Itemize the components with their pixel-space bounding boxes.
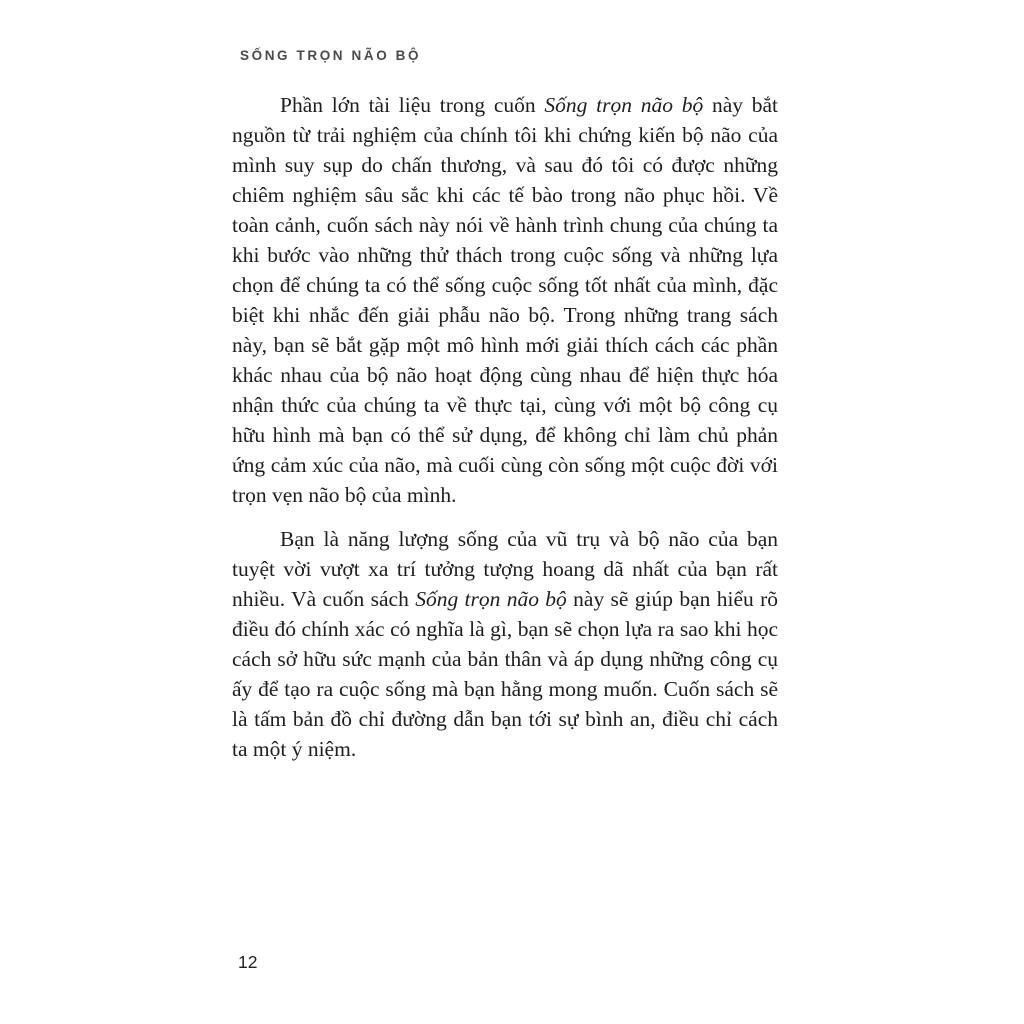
- text-segment: Phần lớn tài liệu trong cuốn: [280, 93, 545, 117]
- book-title-italic: Sống trọn não bộ: [544, 93, 704, 117]
- paragraph: [232, 524, 778, 764]
- running-head: SỐNG TRỌN NÃO BỘ: [240, 48, 422, 63]
- body-text-block: [232, 90, 778, 764]
- text-segment: này bắt nguồn từ trải nghiệm của chính tôi khi chứng kiến bộ não của mình suy sụp do chấn thương, và sau đó tôi có được những chiêm nghiệm sâu sắc khi các tế bào trong não phục hồi. Về toàn cảnh, cuốn sách này nói về hành trình chung của chúng ta khi bước vào những thử thách trong cuộc sống và những lựa chọn để chúng ta có thể sống cuộc sống tốt nhất của mình, đặc biệt khi nhắc đến giải phẫu não bộ. Trong những trang sách này, bạn sẽ bắt gặp một mô hình mới giải thích cách các phần khác nhau của bộ não hoạt động cùng nhau để hiện thực hóa nhận thức của chúng ta về thực tại, cùng với một bộ công cụ hữu hình mà bạn có thể sử dụng, để không chỉ làm chủ phản ứng cảm xúc của não, mà cuối cùng còn sống một cuộc đời với trọn vẹn não bộ của mình.: [232, 93, 779, 507]
- text-segment: Bạn là năng lượng sống của vũ trụ và bộ não của bạn tuyệt vời vượt xa trí tưởng tượng hoang dã nhất của bạn rất nhiều. Và cuốn sách: [232, 527, 778, 611]
- book-title-italic: Sống trọn não bộ: [415, 587, 567, 611]
- page-number: 12: [238, 952, 258, 972]
- text-segment: này sẽ giúp bạn hiểu rõ điều đó chính xác có nghĩa là gì, bạn sẽ chọn lựa ra sao khi học cách sở hữu sức mạnh của bản thân và áp dụng những công cụ ấy để tạo ra cuộc sống mà bạn hằng mong muốn. Cuốn sách sẽ là tấm bản đồ chỉ đường dẫn bạn tới sự bình an, điều chỉ cách ta một ý niệm.: [232, 587, 778, 761]
- paragraph: [232, 90, 778, 510]
